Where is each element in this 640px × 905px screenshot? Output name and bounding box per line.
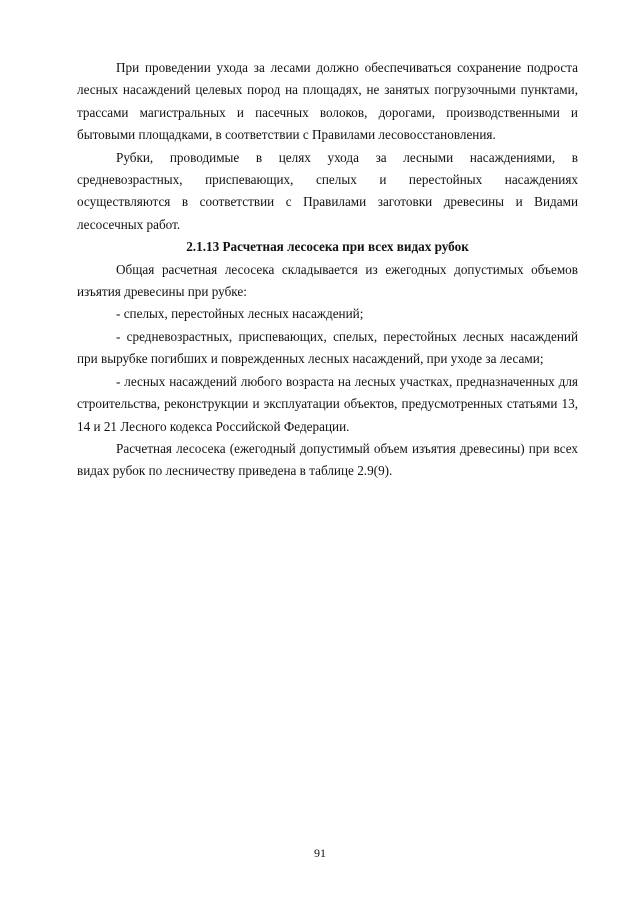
list-item-construction-stands: - лесных насаждений любого возраста на лесных участках, предназначенных для строительства, реконструкции и эксплуатации объектов, предусмотренных статьями 13, 14 и 21 Лесного кодекса Российской Федерации. — [77, 373, 578, 434]
list-item-mature-stands: - спелых, перестойных лесных насаждений; — [116, 306, 364, 322]
paragraph-table-reference: Расчетная лесосека (ежегодный допустимый объем изъятия древесины) при всех видах рубок по лесничеству приведена в таблице 2.9(9). — [77, 440, 578, 479]
page-number: 91 — [314, 846, 326, 860]
paragraph-thinning-rules: Рубки, проводимые в целях ухода за лесными насаждениями, в средневозрастных, приспевающих, спелых и перестойных насаждениях осуществляются в соответствии с Правилами заготовки древесины и Видами лесосечных работ. — [77, 149, 578, 232]
list-item-damaged-stands: - средневозрастных, приспевающих, спелых, перестойных лесных насаждений при вырубке погибших и поврежденных лесных насаждений, при уходе за лесами; — [77, 328, 578, 367]
paragraph-undergrowth-preservation: При проведении ухода за лесами должно обеспечиваться сохранение подроста лесных насаждений целевых пород на площадях, не занятых погрузочными пунктами, трассами магистральных и пасечных волоков, дорогами, производственными и бытовыми площадками, в соответствии с Правилами лесовосстановления. — [77, 60, 578, 143]
section-heading: 2.1.13 Расчетная лесосека при всех видах рубок — [186, 239, 469, 255]
document-body — [77, 57, 578, 483]
paragraph-allowable-cut-intro: Общая расчетная лесосека складывается из ежегодных допустимых объемов изъятия древесины при рубке: — [77, 261, 578, 300]
